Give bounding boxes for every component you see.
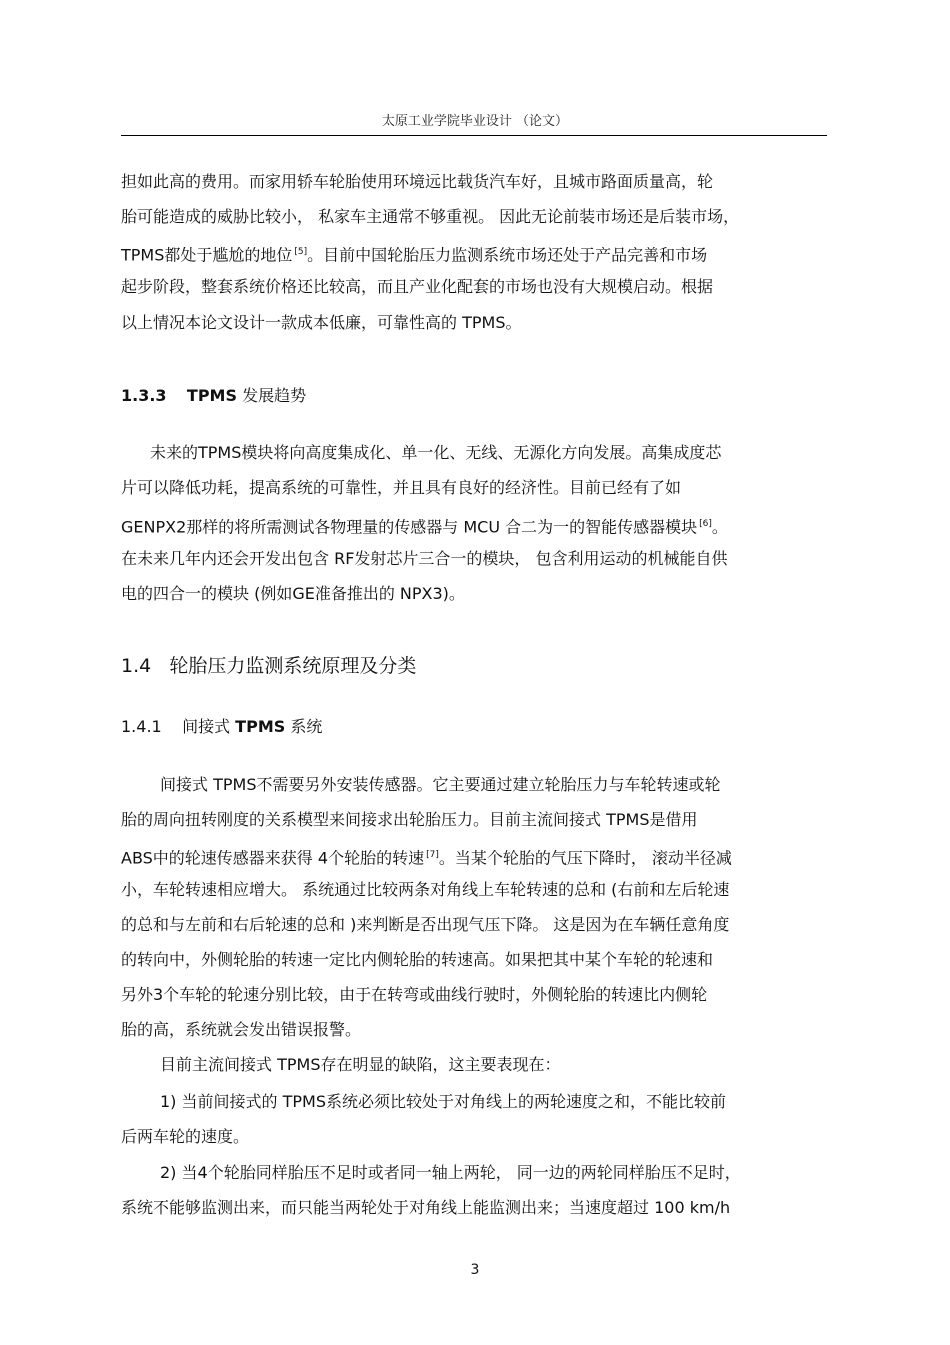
section-heading-1-3-3 (121, 383, 306, 406)
paragraph-line: 电的四合一的模块 (例如GE准备推出的 NPX3)。 (121, 584, 465, 603)
paragraph-line: 未来的TPMS模块将向高度集成化、单一化、无线、无源化方向发展。高集成度芯 (150, 443, 722, 462)
paragraph-line: 胎的高，系统就会发出错误报警。 (121, 1020, 362, 1039)
list-item-line: 系统不能够监测出来，而只能当两轮处于对角线上能监测出来；当速度超过 100 km/h (121, 1198, 731, 1217)
paragraph-line: 担如此高的费用。而家用轿车轮胎使用环境远比载货汽车好，且城市路面质量高，轮 (121, 172, 714, 191)
paragraph-line: 目前主流间接式 TPMS存在明显的缺陷，这主要表现在： (160, 1055, 561, 1074)
list-item-line: 后两车轮的速度。 (121, 1127, 250, 1146)
paragraph-line: 以上情况本论文设计一款成本低廉，可靠性高的 TPMS。 (121, 313, 522, 332)
paragraph-line (121, 845, 732, 868)
list-item-line: 1) 当前间接式的 TPMS系统必须比较处于对角线上的两轮速度之和，不能比较前 (160, 1092, 726, 1111)
section-number: 1.4 (121, 655, 152, 677)
section-title-post: 系统 (290, 717, 323, 736)
paragraph-line: 小，车轮转速相应增大。 系统通过比较两条对角线上车轮转速的总和 (右前和左后轮速 (121, 880, 730, 899)
text-span: 。目前中国轮胎压力监测系统市场还处于产品完善和市场 (307, 245, 708, 265)
header-rule (121, 135, 827, 136)
paragraph-line: 在未来几年内还会开发出包含 RF发射芯片三合一的模块， 包含利用运动的机械能自供 (121, 549, 728, 568)
section-title: 轮胎压力监测系统原理及分类 (169, 655, 417, 677)
paragraph-line: 片可以降低功耗，提高系统的可靠性，并且具有良好的经济性。目前已经有了如 (121, 478, 682, 497)
paragraph-line: 的总和与左前和右后轮速的总和 )来判断是否出现气压下降。 这是因为在车辆任意角度 (121, 915, 730, 934)
section-number: 1.3.3 (121, 386, 167, 405)
section-heading-1-4-1 (121, 714, 322, 737)
page-header: 太原工业学院毕业设计 （论文） (381, 114, 569, 129)
section-title-bold: TPMS (186, 386, 237, 405)
paragraph-line: 胎的周向扭转刚度的关系模型来间接求出轮胎压力。目前主流间接式 TPMS是借用 (121, 810, 698, 829)
section-title-bold: TPMS (235, 717, 286, 736)
page-number: 3 (470, 1262, 480, 1278)
citation-ref: [6] (699, 519, 712, 529)
section-number: 1.4.1 (121, 717, 162, 736)
section-title: 发展趋势 (242, 386, 307, 405)
text-span: TPMS都处于尴尬的地位 (121, 245, 293, 265)
paragraph-line: 起步阶段，整套系统价格还比较高，而且产业化配套的市场也没有大规模启动。根据 (121, 277, 714, 296)
text-span: ABS中的轮速传感器来获得 4个轮胎的转速 (121, 848, 425, 868)
text-span: GENPX2那样的将所需测试各物理量的传感器与 MCU 合二为一的智能传感器模块 (121, 517, 698, 537)
paragraph-line: 另外3个车轮的轮速分别比较，由于在转弯或曲线行驶时，外侧轮胎的转速比内侧轮 (121, 985, 708, 1004)
text-span: 。 (711, 517, 728, 537)
list-item-line: 2) 当4个轮胎同样胎压不足时或者同一轴上两轮， 同一边的两轮同样胎压不足时， (160, 1163, 741, 1182)
paragraph-line: 胎可能造成的威胁比较小， 私家车主通常不够重视。 因此无论前装市场还是后装市场， (121, 207, 740, 226)
paragraph-line: 间接式 TPMS不需要另外安装传感器。它主要通过建立轮胎压力与车轮转速或轮 (160, 775, 721, 794)
text-span: 。当某个轮胎的气压下降时， 滚动半径减 (438, 848, 732, 868)
paragraph-line (121, 514, 728, 537)
citation-ref: [7] (426, 850, 439, 860)
citation-ref: [5] (294, 247, 308, 257)
section-title-pre: 间接式 (182, 717, 231, 736)
paragraph-line: 的转向中，外侧轮胎的转速一定比内侧轮胎的转速高。如果把其中某个车轮的轮速和 (121, 950, 714, 969)
paragraph-line (121, 242, 707, 265)
section-heading-1-4 (121, 651, 416, 678)
